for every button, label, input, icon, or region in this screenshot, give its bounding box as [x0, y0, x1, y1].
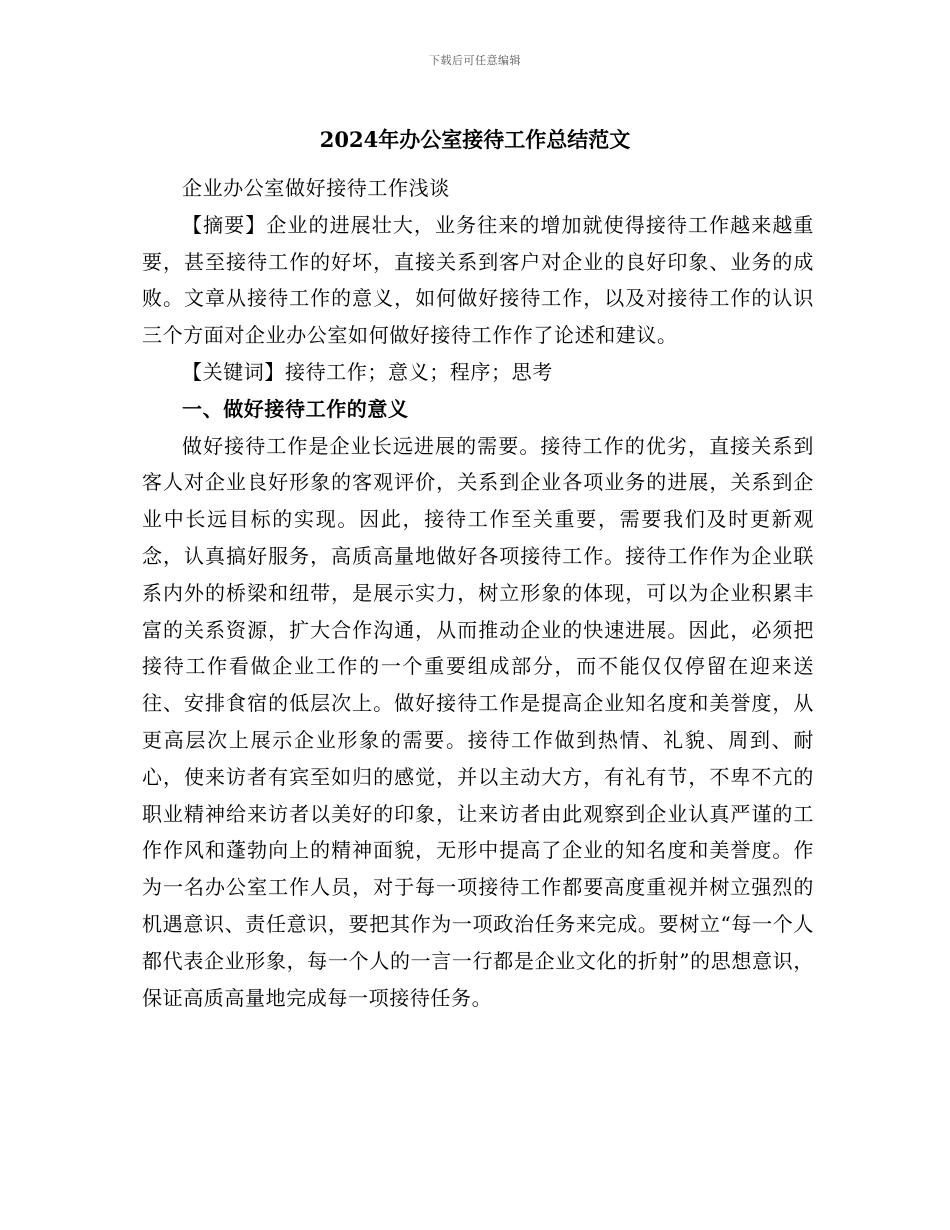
- document-title: 2024年办公室接待工作总结范文: [319, 127, 631, 152]
- header-note: 下载后可任意编辑: [429, 54, 521, 67]
- abstract-paragraph: 【摘要】企业的进展壮大，业务往来的增加就使得接待工作越来越重要，甚至接待工作的好坏，直接关系到客户对企业的良好印象、业务的成败。文章从接待工作的意义，如何做好接待工作，以及对接待工作的认识三个方面对企业办公室如何做好接待工作作了论述和建议。: [142, 212, 814, 348]
- document-body: [142, 170, 814, 1016]
- section-heading: 一、做好接待工作的意义: [182, 396, 409, 421]
- keywords-paragraph: 【关键词】接待工作；意义；程序；思考: [182, 359, 553, 384]
- document-subtitle: 企业办公室做好接待工作浅谈: [182, 176, 450, 200]
- section-paragraph: 做好接待工作是企业长远进展的需要。接待工作的优劣，直接关系到客人对企业良好形象的客观评价，关系到企业各项业务的进展，关系到企业中长远目标的实现。因此，接待工作至关重要，需要我们及时更新观念，认真搞好服务，高质高量地做好各项接待工作。接待工作作为企业联系内外的桥梁和纽带，是展示实力，树立形象的体现，可以为企业积累丰富的关系资源，扩大合作沟通，从而推动企业的快速进展。因此，必须把接待工作看做企业工作的一个重要组成部分，而不能仅仅停留在迎来送往、安排食宿的低层次上。做好接待工作是提高企业知名度和美誉度，从更高层次上展示企业形象的需要。接待工作做到热情、礼貌、周到、耐心，使来访者有宾至如归的感觉，并以主动大方，有礼有节，不卑不亢的职业精神给来访者以美好的印象，让来访者由此观察到企业认真严谨的工作作风和蓬勃向上的精神面貌，无形中提高了企业的知名度和美誉度。作为一名办公室工作人员，对于每一项接待工作都要高度重视并树立强烈的机遇意识、责任意识，要把其作为一项政治任务来完成。要树立“每一个人都代表企业形象，每一个人的一言一行都是企业文化的折射”的思想意识，保证高质高量地完成每一项接待任务。: [142, 433, 814, 1010]
